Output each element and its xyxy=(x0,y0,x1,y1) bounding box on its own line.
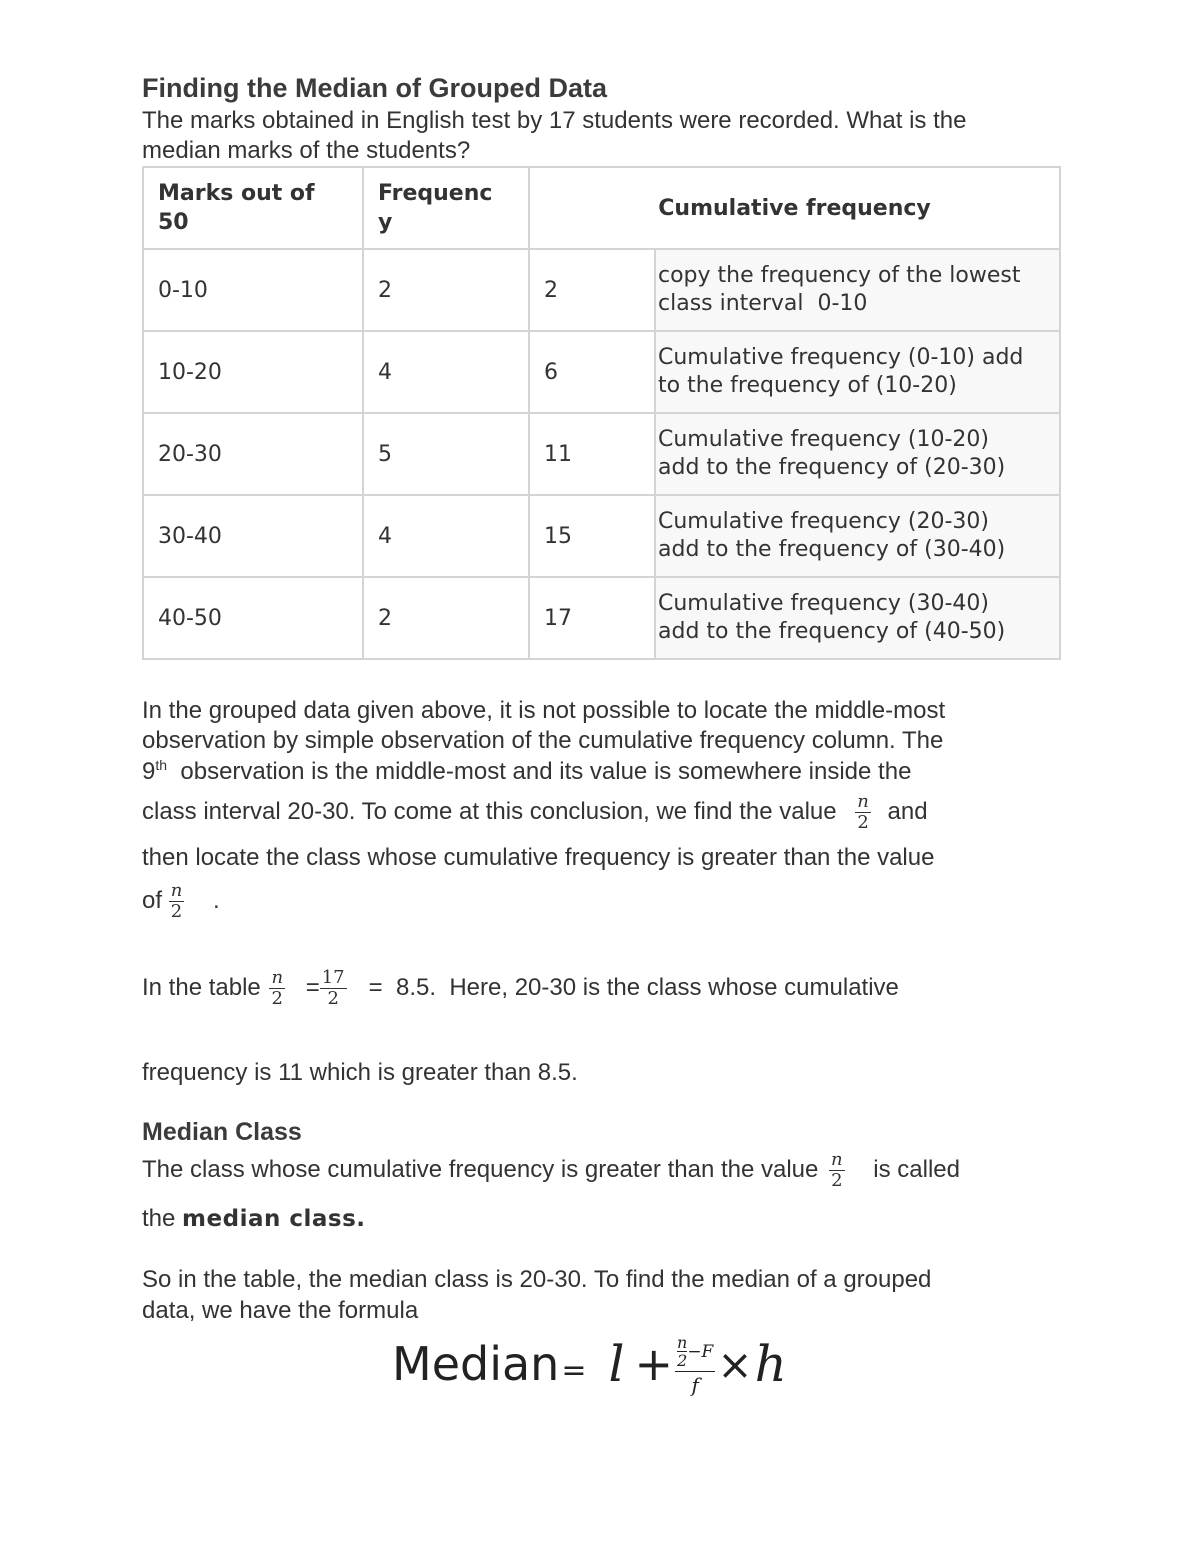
header-cumulative-frequency: Cumulative frequency xyxy=(529,167,1060,249)
cell-note: Cumulative frequency (0-10) add to the frequency of (10-20) xyxy=(655,331,1060,413)
median-class-heading: Median Class xyxy=(142,1118,302,1146)
table-row xyxy=(143,495,1060,577)
cell-interval: 40-50 xyxy=(143,577,363,659)
fraction-n-over-2: $\frac{n}{2}$ xyxy=(857,791,869,833)
cell-frequency: 2 xyxy=(363,249,529,331)
explanation-line-3: 9th observation is the middle-most and its value is somewhere inside the xyxy=(142,757,912,785)
cell-interval: 20-30 xyxy=(143,413,363,495)
table-row xyxy=(143,413,1060,495)
cell-frequency: 4 xyxy=(363,495,529,577)
intro-line-2: median marks of the students? xyxy=(142,137,471,164)
header-frequency: Frequenc y xyxy=(363,167,529,249)
intro-line-1: The marks obtained in English test by 17 students were recorded. What is the xyxy=(142,107,967,134)
cell-frequency: 5 xyxy=(363,413,529,495)
cell-frequency: 2 xyxy=(363,577,529,659)
document-title: Finding the Median of Grouped Data xyxy=(142,73,607,103)
formula-l: l xyxy=(608,1335,625,1393)
calculation-line: In the table $\frac{n}{2}$ = $\frac{17}{2}$ = 8.5. Here, 20-30 is the class whose cumulative xyxy=(142,967,899,1009)
cumulative-frequency-table xyxy=(142,166,1061,660)
conclusion-line-1: So in the table, the median class is 20-30. To find the median of a grouped xyxy=(142,1266,932,1293)
cell-note: Cumulative frequency (20-30) add to the frequency of (30-40) xyxy=(655,495,1060,577)
explanation-line-5: then locate the class whose cumulative frequency is greater than the value xyxy=(142,844,935,871)
explanation-line-6: of $\frac{n}{2}$ . xyxy=(142,880,220,922)
explanation-line-2: observation by simple observation of the cumulative frequency column. The xyxy=(142,727,944,754)
formula-h: h xyxy=(754,1335,787,1393)
superscript-th: th xyxy=(155,757,168,773)
fraction-n-over-2: $\frac{n}{2}$ xyxy=(170,880,183,922)
cell-frequency: 4 xyxy=(363,331,529,413)
cell-cumulative: 6 xyxy=(529,331,655,413)
median-class-line-2: the median class. xyxy=(142,1205,366,1232)
table-row xyxy=(143,331,1060,413)
header-marks: Marks out of 50 xyxy=(143,167,363,249)
cell-note: copy the frequency of the lowest class interval 0-10 xyxy=(655,249,1060,331)
median-class-term: median class. xyxy=(182,1206,366,1232)
median-class-line-1: The class whose cumulative frequency is greater than the value $\frac{n}{2}$ is called xyxy=(142,1149,961,1191)
cell-note: Cumulative frequency (30-40) add to the frequency of (40-50) xyxy=(655,577,1060,659)
cell-interval: 30-40 xyxy=(143,495,363,577)
cell-interval: 10-20 xyxy=(143,331,363,413)
table-row xyxy=(143,249,1060,331)
median-formula: Median = l + n 2 −F f × h xyxy=(392,1333,787,1397)
conclusion-line-2: data, we have the formula xyxy=(142,1297,419,1324)
table-row xyxy=(143,577,1060,659)
cell-interval: 0-10 xyxy=(143,249,363,331)
cell-cumulative: 15 xyxy=(529,495,655,577)
fraction-n-over-2: $\frac{n}{2}$ xyxy=(831,1149,843,1191)
explanation-line-4: class interval 20-30. To come at this conclusion, we find the value $\frac{n}{2}$ and xyxy=(142,791,928,833)
formula-fraction: n 2 −F f xyxy=(677,1333,714,1397)
table-header-row xyxy=(143,167,1060,249)
cell-cumulative: 2 xyxy=(529,249,655,331)
cell-note: Cumulative frequency (10-20) add to the frequency of (20-30) xyxy=(655,413,1060,495)
calculation-line-2: frequency is 11 which is greater than 8.5. xyxy=(142,1059,578,1086)
formula-label: Median xyxy=(392,1337,560,1391)
explanation-line-1: In the grouped data given above, it is not possible to locate the middle-most xyxy=(142,697,946,724)
fraction-17-over-2: $\frac{17}{2}$ xyxy=(321,967,345,1009)
cell-cumulative: 17 xyxy=(529,577,655,659)
intro-paragraph xyxy=(142,106,966,166)
cell-cumulative: 11 xyxy=(529,413,655,495)
fraction-n-over-2: $\frac{n}{2}$ xyxy=(271,967,284,1009)
